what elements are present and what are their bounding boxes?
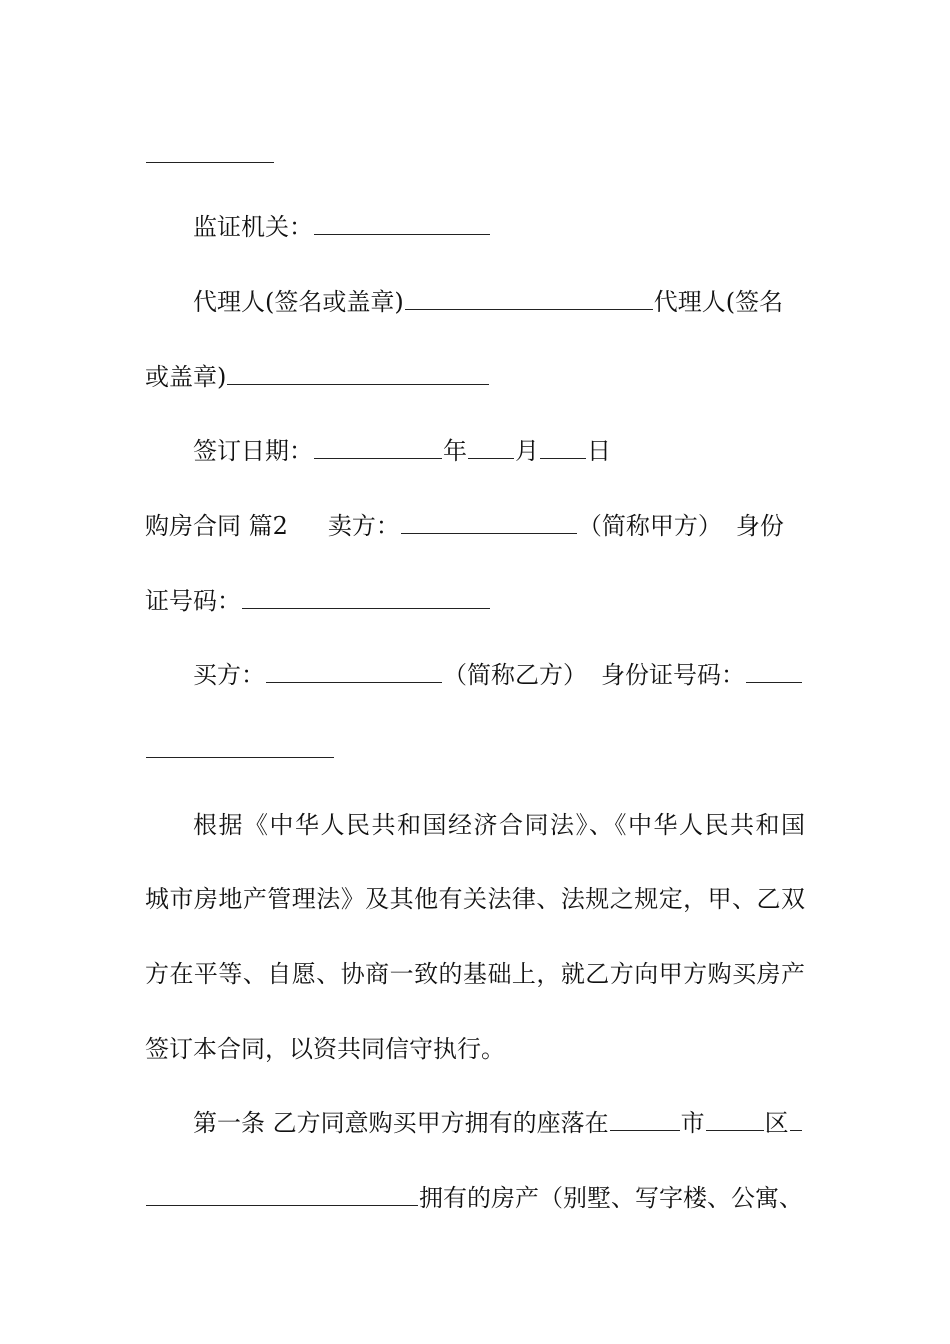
buyer-id-blank[interactable] (746, 662, 802, 683)
blank-field[interactable] (146, 142, 274, 163)
id-label-2: 证号码： (145, 587, 241, 615)
seller-short: （简称甲方） (577, 512, 722, 540)
city-label: 市 (680, 1109, 705, 1137)
sign-date-label: 签订日期： (193, 437, 313, 465)
buyer-short: （简称乙方） (443, 661, 587, 689)
buyer-line (145, 660, 805, 690)
seller-id-blank[interactable] (242, 588, 490, 609)
day-label: 日 (587, 437, 611, 465)
contract-heading-line (145, 511, 805, 541)
month-label: 月 (515, 437, 539, 465)
seller-id-line (145, 586, 805, 616)
supervisor-label: 监证机关： (193, 213, 313, 241)
agent-label-b2: 或盖章) (145, 363, 227, 391)
seller-blank[interactable] (401, 513, 577, 534)
agent-line-cont (145, 362, 805, 392)
contract-title: 购房合同 篇2 (145, 512, 288, 540)
paragraph-line-1: 根据《中华人民共和国经济合同法》、《中华人民共和国 (193, 811, 805, 839)
buyer-id-label: 身份证号码： (601, 661, 745, 689)
day-blank[interactable] (540, 438, 586, 459)
id-label-1: 身份 (735, 512, 784, 540)
agent-label-b1: 代理人(签名 (653, 288, 784, 316)
buyer-id-blank-cont[interactable] (146, 737, 334, 758)
buyer-label: 买方： (193, 661, 265, 689)
district-label: 区 (764, 1109, 789, 1137)
street-blank[interactable] (790, 1110, 802, 1131)
article-1-cont-line (145, 1183, 805, 1213)
supervisor-blank[interactable] (314, 214, 490, 235)
street-blank-cont[interactable] (146, 1185, 418, 1206)
top-blank-line (145, 140, 805, 170)
city-blank[interactable] (610, 1110, 680, 1131)
article-1-cont: 拥有的房产（别墅、写字楼、公寓、 (419, 1184, 803, 1212)
agent-blank-b[interactable] (227, 364, 489, 385)
year-label: 年 (443, 437, 467, 465)
paragraph-line-2: 城市房地产管理法》及其他有关法律、法规之规定，甲、乙双 (145, 885, 805, 913)
supervisor-line (145, 212, 805, 242)
buyer-id-cont-line (145, 735, 805, 765)
paragraph-line-3: 方在平等、自愿、协商一致的基础上，就乙方向甲方购买房产 (145, 960, 805, 988)
seller-label: 卖方： (327, 512, 400, 540)
year-blank[interactable] (314, 438, 442, 459)
article-1-line (145, 1108, 805, 1138)
agent-blank-a[interactable] (405, 289, 653, 310)
district-blank[interactable] (706, 1110, 764, 1131)
month-blank[interactable] (468, 438, 514, 459)
buyer-blank[interactable] (266, 662, 442, 683)
agent-line (145, 287, 805, 317)
article-1-label: 第一条 乙方同意购买甲方拥有的座落在 (193, 1109, 609, 1137)
agent-label-a: 代理人(签名或盖章) (193, 288, 404, 316)
paragraph-line-4: 签订本合同，以资共同信守执行。 (145, 1035, 505, 1063)
sign-date-line (145, 436, 805, 466)
